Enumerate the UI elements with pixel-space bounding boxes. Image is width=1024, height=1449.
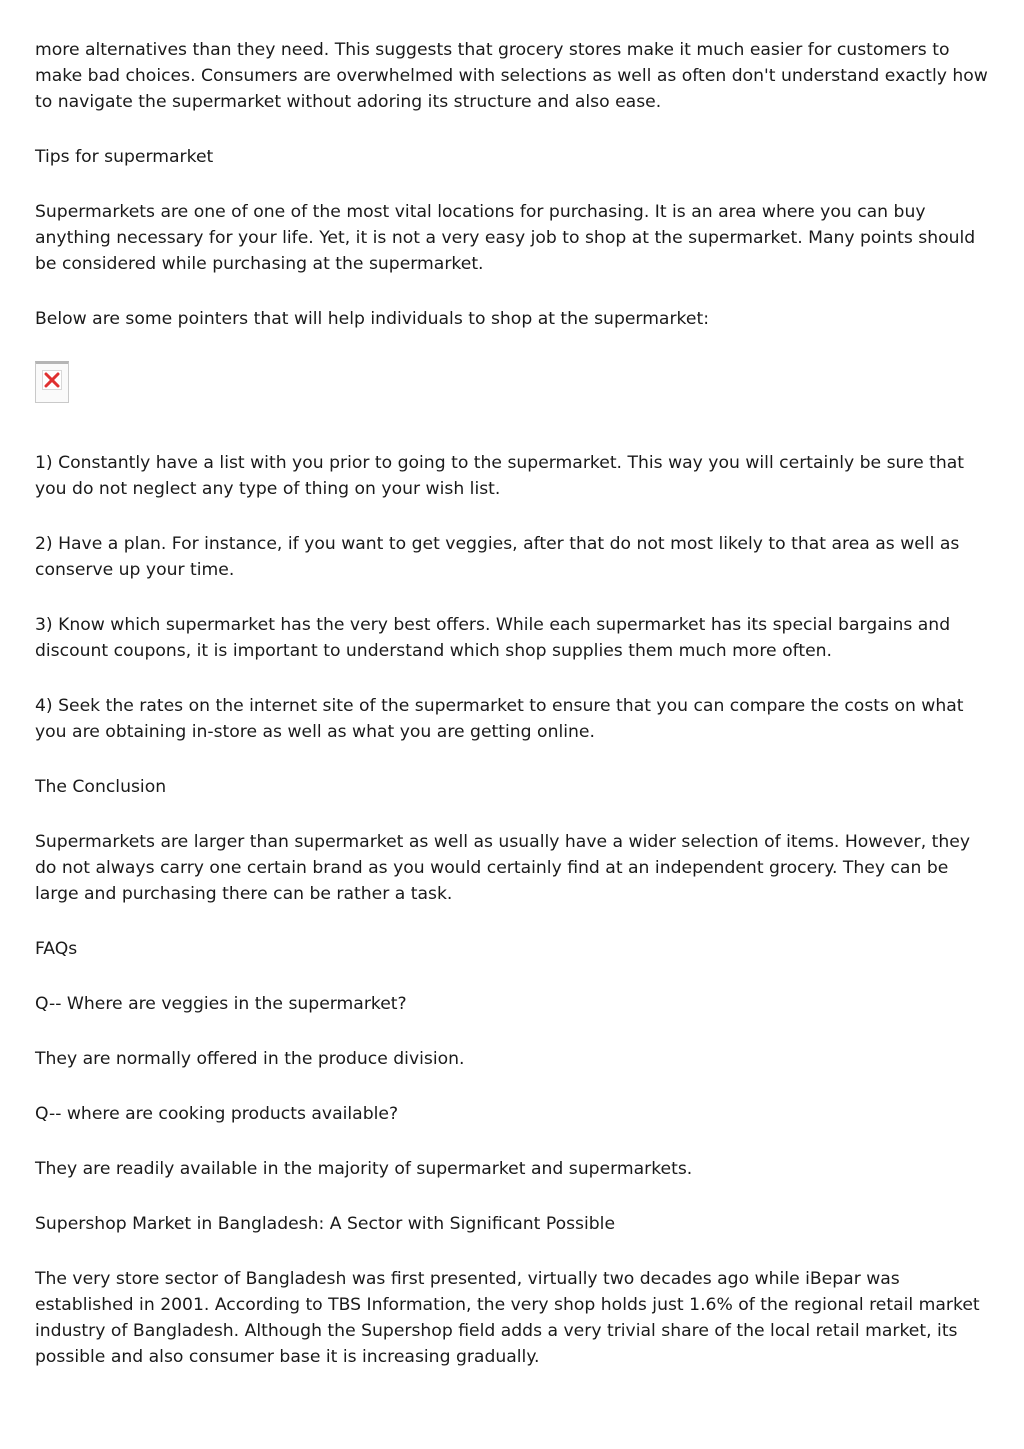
- heading-faqs: FAQs: [35, 939, 78, 959]
- faq-answer: They are readily available in the majority of supermarket and supermarkets.: [35, 1159, 693, 1179]
- document-body: [35, 37, 995, 1399]
- supermarket-paragraph: Supermarkets are one of one of the most vital locations for purchasing. It is an area where you can buy anything necessary for your life. Yet, it is not a very easy job to shop at the supermarket. Many points should be considered while purchasing at the supermarket.: [35, 202, 976, 274]
- faq-question: Q-- where are cooking products available?: [35, 1104, 399, 1124]
- faq-question: Q-- Where are veggies in the supermarket?: [35, 994, 407, 1014]
- conclusion-paragraph: Supermarkets are larger than supermarket as well as usually have a wider selection of items. However, they do not always carry one certain brand as you would certainly find at an independent grocery. They can be large and purchasing there can be rather a task.: [35, 832, 971, 904]
- heading-tips: Tips for supermarket: [35, 147, 214, 167]
- intro-paragraph: more alternatives than they need. This suggests that grocery stores make it much easier for customers to make bad choices. Consumers are overwhelmed with selections as well as often don't understand exactly how to navigate the supermarket without adoring its structure and also ease.: [35, 40, 988, 112]
- tip-item: 3) Know which supermarket has the very best offers. While each supermarket has its special bargains and discount coupons, it is important to understand which shop supplies them much more often.: [35, 615, 951, 661]
- faq-answer: They are normally offered in the produce division.: [35, 1049, 465, 1069]
- broken-image-icon: [35, 361, 69, 403]
- image-container: [35, 361, 995, 441]
- supershop-paragraph: The very store sector of Bangladesh was first presented, virtually two decades ago while iBepar was established in 2001. According to TBS Information, the very shop holds just 1.6% of the regional retail market industry of Bangladesh. Although the Supershop field adds a very trivial share of the local retail market, its possible and also consumer base it is increasing gradually.: [35, 1269, 980, 1367]
- pointers-intro: Below are some pointers that will help individuals to shop at the supermarket:: [35, 309, 709, 329]
- tip-item: 1) Constantly have a list with you prior to going to the supermarket. This way you will certainly be sure that you do not neglect any type of thing on your wish list.: [35, 453, 965, 499]
- heading-conclusion: The Conclusion: [35, 777, 167, 797]
- tip-item: 2) Have a plan. For instance, if you want to get veggies, after that do not most likely to that area as well as conserve up your time.: [35, 534, 960, 580]
- tip-item: 4) Seek the rates on the internet site of the supermarket to ensure that you can compare the costs on what you are obtaining in-store as well as what you are getting online.: [35, 696, 964, 742]
- heading-supershop: Supershop Market in Bangladesh: A Sector with Significant Possible: [35, 1214, 616, 1234]
